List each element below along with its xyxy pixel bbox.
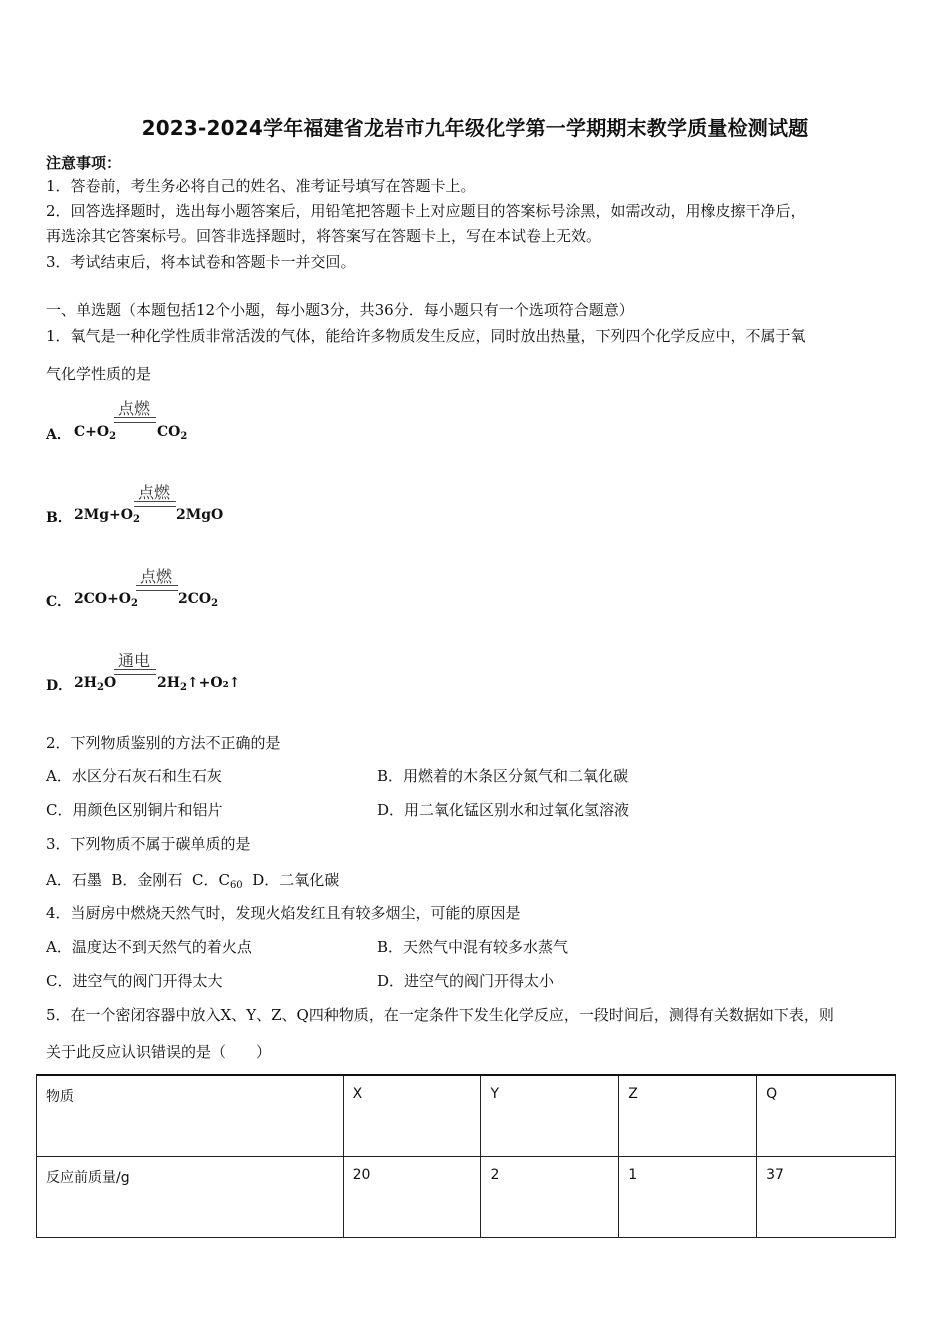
q4-option-a: A．温度达不到天然气的着火点 <box>46 938 252 956</box>
question-5-stem-cont: 关于此反应认识错误的是（ ） <box>46 1043 272 1061</box>
q2-option-d: D．用二氧化锰区别水和过氧化氢溶液 <box>377 801 630 819</box>
question-1-stem-cont: 气化学性质的是 <box>46 365 152 383</box>
table-header-cell: Z <box>619 1075 757 1157</box>
notice-item: 2．回答选择题时，选出每小题答案后，用铅笔把答题卡上对应题目的答案标号涂黑，如需改动，用橡皮擦干净后， <box>46 202 806 220</box>
option-c-products: $2CO_2$ <box>178 591 219 609</box>
option-a-reactants: $C+O_2$ <box>74 424 117 442</box>
question-2-stem: 2．下列物质鉴别的方法不正确的是 <box>46 734 281 752</box>
table-header-cell: Y <box>481 1075 619 1157</box>
reaction-condition: 点燃 <box>118 399 151 418</box>
table-header-cell: 物质 <box>37 1075 344 1157</box>
reaction-condition: 点燃 <box>138 483 171 502</box>
question-3-stem: 3．下列物质不属于碳单质的是 <box>46 835 251 853</box>
table-header-row <box>37 1075 896 1157</box>
page-title: 2023-2024学年福建省龙岩市九年级化学第一学期期末教学质量检测试题 <box>141 116 809 140</box>
table-row <box>37 1157 896 1238</box>
q3-option-d: D．二氧化碳 <box>252 871 340 889</box>
table-cell: 2 <box>481 1157 619 1238</box>
q4-option-c: C．进空气的阀门开得太大 <box>46 972 223 990</box>
option-c-reactants: $2CO+O_2$ <box>74 591 138 609</box>
option-d-reactants: $2H_2O$ <box>74 675 117 693</box>
question-4-stem: 4．当厨房中燃烧天然气时，发现火焰发红且有较多烟尘，可能的原因是 <box>46 904 521 922</box>
notice-heading: 注意事项： <box>46 154 122 172</box>
q4-option-b: B．天然气中混有较多水蒸气 <box>377 938 569 956</box>
q3-option-c: C．$C_{60}$ <box>191 871 243 891</box>
q3-options <box>46 870 339 890</box>
option-d-label: D． <box>46 678 73 694</box>
q2-option-c: C．用颜色区别铜片和铝片 <box>46 801 223 819</box>
option-a-products: $CO_2$ <box>157 424 188 442</box>
table-cell: 反应前质量/g <box>37 1157 344 1238</box>
section-heading: 一、单选题（本题包括12个小题，每小题3分，共36分．每小题只有一个选项符合题意） <box>46 301 634 319</box>
table-cell: 20 <box>343 1157 481 1238</box>
q2-option-b: B．用燃着的木条区分氮气和二氧化碳 <box>377 767 629 785</box>
q3-option-b: B．金刚石 <box>111 871 183 889</box>
equals-sign <box>136 585 178 591</box>
table-header-cell: Q <box>757 1075 896 1157</box>
option-b-reactants: $2Mg+O_2$ <box>74 507 140 525</box>
equals-sign <box>134 501 176 507</box>
question-5-stem: 5．在一个密闭容器中放入X、Y、Z、Q四种物质，在一定条件下发生化学反应，一段时间后，测得有关数据如下表，则 <box>46 1006 834 1024</box>
notice-item: 3．考试结束后，将本试卷和答题卡一并交回。 <box>46 253 356 271</box>
reaction-condition: 点燃 <box>140 567 173 586</box>
table-cell: 37 <box>757 1157 896 1238</box>
q3-option-a: A．石墨 <box>46 871 102 889</box>
option-b-products: 2MgO <box>176 507 224 523</box>
table-cell: 1 <box>619 1157 757 1238</box>
data-table <box>36 1074 896 1238</box>
table-header-cell: X <box>343 1075 481 1157</box>
q4-option-d: D．进空气的阀门开得太小 <box>377 972 555 990</box>
option-b-label: B． <box>46 510 72 526</box>
option-c-label: C． <box>46 594 72 610</box>
notice-item: 再选涂其它答案标号。回答非选择题时，将答案写在答题卡上，写在本试卷上无效。 <box>46 227 602 245</box>
q2-option-a: A．水区分石灰石和生石灰 <box>46 767 222 785</box>
notice-item: 1．答卷前，考生务必将自己的姓名、准考证号填写在答题卡上。 <box>46 177 476 195</box>
equals-sign <box>114 669 156 675</box>
equals-sign <box>114 417 156 423</box>
option-a-label: A． <box>46 427 71 443</box>
reaction-condition: 通电 <box>118 651 151 670</box>
option-d-products: $2H_2↑+O_2↑$ <box>157 675 241 693</box>
question-1-stem: 1．氧气是一种化学性质非常活泼的气体，能给许多物质发生反应，同时放出热量，下列四个化学反应中，不属于氧 <box>46 327 806 345</box>
